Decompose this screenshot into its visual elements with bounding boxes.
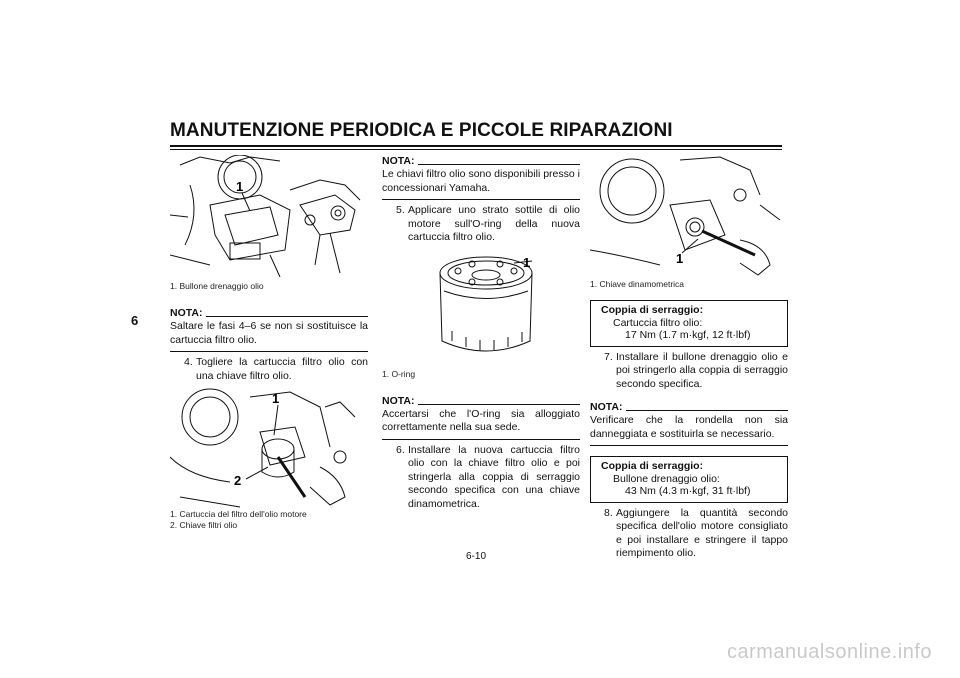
figure-oil-filter <box>382 251 580 369</box>
filter-removal-illustration <box>170 387 368 509</box>
callout-1: 1 <box>523 254 531 270</box>
step-text: Installare il bullone drenaggio olio e poi stringerlo alla coppia di serraggio secondo specifica. <box>616 350 788 390</box>
figure-caption: 1. Chiave dinamometrica <box>590 279 685 289</box>
step-number: 6. <box>396 443 405 456</box>
nota-label: NOTA: <box>382 394 415 407</box>
callout-2: 2 <box>234 473 242 488</box>
step-number: 5. <box>396 204 405 216</box>
header-rule <box>170 145 782 147</box>
oil-filter-illustration <box>382 251 580 369</box>
step-number: 7. <box>604 350 613 363</box>
torque-item: Cartuccia filtro olio: <box>613 316 703 329</box>
torque-title: Coppia di serraggio: <box>601 304 704 316</box>
step-5 <box>396 204 580 245</box>
page-title: MANUTENZIONE PERIODICA E PICCOLE RIPARAZIONI <box>170 120 673 141</box>
watermark: carmanualsonline.info <box>726 641 932 663</box>
nota-text: Verificare che la rondella non sia danneggiata e sostituirla se necessario. <box>590 414 788 446</box>
header-rule-thin <box>170 149 782 150</box>
nota-heading <box>382 155 580 167</box>
step-7 <box>604 351 788 392</box>
torque-value: 43 Nm (4.3 m·kgf, 31 ft·lbf) <box>625 485 751 497</box>
callout-1: 1 <box>236 179 244 194</box>
column-right <box>590 155 788 561</box>
torque-spec-box <box>590 300 788 347</box>
step-number: 4. <box>184 356 193 368</box>
nota-heading <box>590 401 788 413</box>
nota-label: NOTA: <box>170 307 203 319</box>
nota-label: NOTA: <box>382 155 415 167</box>
step-text: Togliere la cartuccia filtro olio con una chiave filtro olio. <box>196 356 368 382</box>
step-4 <box>184 356 368 383</box>
page-number: 6-10 <box>466 551 487 562</box>
page-header <box>170 120 782 150</box>
step-6 <box>396 444 580 512</box>
nota-heading <box>170 307 368 319</box>
figure-caption: 1. O-ring <box>382 368 416 379</box>
torque-title: Coppia di serraggio: <box>601 460 704 472</box>
figure-caption-1: 1. Cartuccia del filtro dell'olio motore <box>170 509 307 519</box>
column-left <box>170 155 368 531</box>
step-text: Applicare uno strato sottile di olio motore sull'O-ring della nuova cartuccia filtro olio. <box>408 204 580 243</box>
torque-value: 17 Nm (1.7 m·kgf, 12 ft·lbf) <box>625 329 751 341</box>
figure-caption: 1. Bullone drenaggio olio <box>170 281 264 291</box>
chapter-tab: 6 <box>131 313 139 328</box>
callout-1: 1 <box>272 391 280 406</box>
torque-wrench-illustration <box>590 155 788 279</box>
column-middle <box>382 155 580 511</box>
figure-filter-removal <box>170 387 368 509</box>
torque-item: Bullone drenaggio olio: <box>613 472 720 485</box>
drain-bolt-illustration <box>170 155 368 281</box>
torque-spec-box <box>590 456 788 503</box>
step-number: 8. <box>604 506 613 519</box>
figure-caption-2: 2. Chiave filtri olio <box>170 520 238 530</box>
nota-text: Le chiavi filtro olio sono disponibili presso i concessionari Yamaha. <box>382 168 580 200</box>
nota-heading <box>382 395 580 407</box>
nota-label: NOTA: <box>590 401 623 413</box>
figure-drain-bolt <box>170 155 368 281</box>
nota-text: Accertarsi che l'O-ring sia alloggiato correttamente nella sua sede. <box>382 408 580 440</box>
step-text: Installare la nuova cartuccia filtro olio con la chiave filtro olio e poi stringerla alla coppia di serraggio secondo specifica con una chiave dinamometrica. <box>408 443 580 510</box>
callout-1: 1 <box>676 251 684 266</box>
step-text: Aggiungere la quantità secondo specifica dell'olio motore consigliato e poi installare e stringere il tappo riempimento olio. <box>616 506 788 559</box>
nota-text: Saltare le fasi 4–6 se non si sostituisce la cartuccia filtro olio. <box>170 320 368 352</box>
step-8 <box>604 507 788 561</box>
figure-torque-wrench <box>590 155 788 279</box>
